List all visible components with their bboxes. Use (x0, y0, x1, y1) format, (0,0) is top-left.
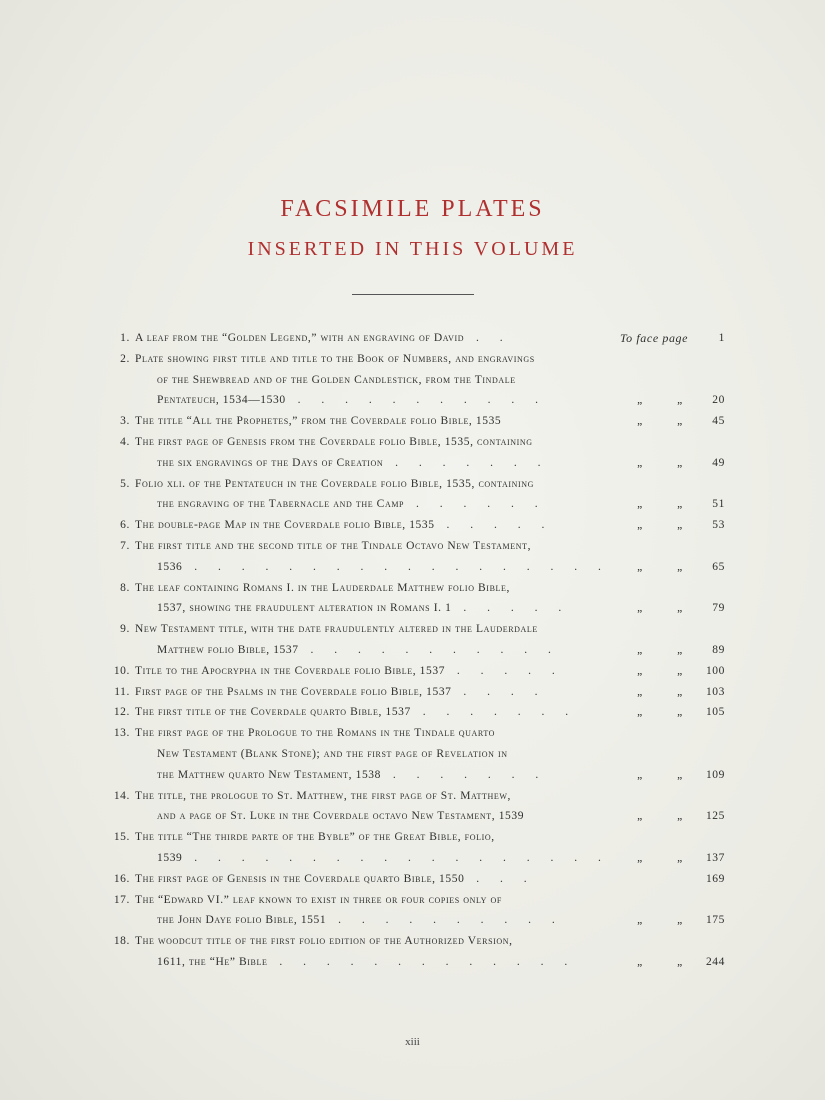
item-text: Plate showing first title and title to the Book of Numbers, and engravings (135, 352, 535, 365)
list-item (100, 786, 725, 807)
item-text: The first page of Genesis in the Coverdale quarto Bible, 1550 . . . (135, 872, 536, 885)
ditto-mark: „ (677, 560, 683, 573)
item-number: 8. (120, 581, 130, 594)
page-ref: 175 (705, 914, 725, 927)
ditto-mark: „ (637, 810, 643, 823)
list-item-continuation (100, 952, 725, 973)
page-ref: 45 (712, 415, 725, 428)
ditto-mark: „ (637, 768, 643, 781)
ditto-mark: „ (677, 810, 683, 823)
item-number: 4. (120, 435, 130, 448)
page-ref: 137 (705, 851, 725, 864)
item-text: Folio xli. of the Pentateuch in the Coverdale folio Bible, 1535, containing (135, 477, 535, 490)
item-number: 11. (114, 685, 130, 698)
item-text: First page of the Psalms in the Coverdale folio Bible, 1537 . . . . (135, 685, 547, 698)
page-ref: 20 (712, 394, 725, 407)
list-item-continuation (100, 910, 725, 931)
item-text: 1537, showing the fraudulent alteration in Romans I. 1 . . . . . (157, 602, 571, 615)
leader-dots: . . . . . (445, 664, 564, 677)
ditto-mark: „ (677, 602, 683, 615)
leader-dots: . . . . . (434, 519, 554, 532)
list-item (100, 869, 725, 890)
item-number: 6. (120, 519, 130, 532)
ditto-mark: „ (637, 415, 643, 428)
page-ref: 49 (712, 456, 725, 469)
item-number: 9. (120, 623, 130, 636)
item-text: Matthew folio Bible, 1537 . . . . . . . . . . . (157, 643, 560, 656)
leader-dots: . . . . . . . . . . . (285, 394, 547, 407)
ditto-mark: „ (637, 602, 643, 615)
page-ref: 100 (705, 664, 725, 677)
to-face-label: To face page (620, 331, 689, 345)
ditto-mark: „ (637, 685, 643, 698)
page-ref: 169 (705, 872, 725, 885)
item-number: 13. (113, 727, 130, 740)
leader-dots: . . . . . . . . . . . . . . . . . . (182, 851, 610, 864)
ditto-mark: „ (677, 851, 683, 864)
ditto-mark: „ (677, 498, 683, 511)
list-item-continuation (100, 598, 725, 619)
item-text: The double-page Map in the Coverdale folio Bible, 1535 . . . . . (135, 519, 554, 532)
ditto-mark: „ (677, 643, 683, 656)
ditto-mark: „ (677, 456, 683, 469)
item-text: A leaf from the “Golden Legend,” with an engraving of David . . (135, 332, 512, 344)
page-ref: 51 (712, 498, 725, 511)
list-item-continuation (100, 390, 725, 411)
list-item (100, 619, 725, 640)
title-divider (352, 294, 474, 295)
item-text: The first title and the second title of the Tindale Octavo New Testament, (135, 539, 532, 552)
item-number: 3. (120, 415, 130, 428)
leader-dots: . . . . . . . . . . . (298, 643, 560, 656)
item-text: New Testament title, with the date fraudulently altered in the Lauderdale (135, 623, 538, 636)
ditto-mark: „ (677, 415, 683, 428)
leader-dots: . . (464, 332, 512, 344)
leader-dots: . . . (464, 872, 536, 885)
ditto-mark: „ (637, 706, 643, 719)
list-item-continuation (100, 806, 725, 827)
list-item (100, 890, 725, 911)
list-item-continuation (100, 453, 725, 474)
plates-list (100, 328, 725, 973)
page-ref: 125 (705, 810, 725, 823)
list-item-continuation (100, 370, 725, 391)
ditto-mark: „ (677, 664, 683, 677)
page-subtitle: INSERTED IN THIS VOLUME (247, 238, 578, 260)
list-item (100, 682, 725, 703)
item-text: Pentateuch, 1534—1530 . . . . . . . . . . . (157, 394, 547, 407)
item-text: The first title of the Coverdale quarto Bible, 1537 . . . . . . . (135, 706, 578, 719)
item-number: 14. (113, 789, 130, 802)
item-number: 7. (120, 539, 130, 552)
item-text: The woodcut title of the first folio edition of the Authorized Version, (135, 935, 513, 948)
ditto-mark: „ (677, 768, 683, 781)
ditto-mark: „ (637, 498, 643, 511)
leader-dots: . . . . . . . . . . (326, 914, 564, 927)
item-number: 16. (113, 872, 130, 885)
list-item-continuation (100, 765, 725, 786)
leader-dots: . . . . . . . (381, 768, 548, 781)
list-item-continuation (100, 494, 725, 515)
page-ref: 103 (705, 685, 725, 698)
item-number: 17. (113, 893, 130, 906)
leader-dots: . . . . . . . . . . . . . (267, 955, 577, 968)
item-text: The title “The thirde parte of the Byble” of the Great Bible, folio, (135, 831, 495, 844)
item-text: the six engravings of the Days of Creation . . . . . . . (157, 456, 550, 469)
list-item (100, 827, 725, 848)
list-item (100, 349, 725, 370)
page-ref: 65 (712, 560, 725, 573)
ditto-mark: „ (637, 394, 643, 407)
item-number: 5. (120, 477, 130, 490)
list-item (100, 536, 725, 557)
item-text: 1539 . . . . . . . . . . . . . . . . . . (157, 851, 610, 864)
page-ref: 53 (712, 519, 725, 532)
list-item (100, 515, 725, 536)
item-number: 15. (113, 831, 130, 844)
ditto-mark: „ (677, 685, 683, 698)
list-item (100, 474, 725, 495)
page-ref: 105 (705, 706, 725, 719)
list-item-continuation (100, 640, 725, 661)
list-item (100, 661, 725, 682)
leader-dots: . . . . . . . (410, 706, 578, 719)
item-text: the John Daye folio Bible, 1551 . . . . . . . . . . (157, 914, 564, 927)
list-item (100, 931, 725, 952)
item-text: The first page of the Prologue to the Romans in the Tindale quarto (135, 727, 496, 740)
ditto-mark: „ (637, 643, 643, 656)
page-ref: 1 (718, 332, 725, 344)
list-item (100, 578, 725, 599)
ditto-mark: „ (637, 851, 643, 864)
item-text: the engraving of the Tabernacle and the Camp . . . . . . (157, 498, 547, 511)
item-text: The title, the prologue to St. Matthew, the first page of St. Matthew, (135, 789, 512, 802)
ditto-mark: „ (677, 706, 683, 719)
item-text: The title “All the Prophetes,” from the Coverdale folio Bible, 1535 (135, 415, 502, 428)
page-number: xiii (405, 1036, 420, 1048)
item-text: 1611, the “He” Bible . . . . . . . . . . . . . (157, 955, 577, 968)
page-title: FACSIMILE PLATES (280, 196, 545, 222)
item-text: The leaf containing Romans I. in the Lauderdale Matthew folio Bible, (135, 581, 510, 594)
list-item-continuation (100, 848, 725, 869)
list-item (100, 702, 725, 723)
item-text: 1536 . . . . . . . . . . . . . . . . . . (157, 560, 610, 573)
item-text: The first page of Genesis from the Coverdale folio Bible, 1535, containing (135, 435, 533, 448)
list-item-continuation (100, 744, 725, 765)
page-ref: 89 (712, 643, 725, 656)
item-number: 12. (113, 706, 130, 719)
ditto-mark: „ (637, 955, 643, 968)
item-text: the Matthew quarto New Testament, 1538 . . . . . . . (157, 768, 548, 781)
ditto-mark: „ (637, 519, 643, 532)
ditto-mark: „ (677, 519, 683, 532)
leader-dots: . . . . . . (404, 498, 547, 511)
list-item (100, 411, 725, 432)
item-number: 1. (120, 332, 130, 344)
ditto-mark: „ (637, 560, 643, 573)
list-item (100, 723, 725, 744)
item-text: and a page of St. Luke in the Coverdale octavo New Testament, 1539 (157, 810, 525, 823)
item-text: Title to the Apocrypha in the Coverdale folio Bible, 1537 . . . . . (135, 664, 564, 677)
leader-dots: . . . . . . . . . . . . . . . . . . (182, 560, 610, 573)
item-text: The “Edward VI.” leaf known to exist in three or four copies only of (135, 893, 502, 906)
list-item (100, 328, 725, 349)
ditto-mark: „ (677, 394, 683, 407)
item-text: New Testament (Blank Stone); and the first page of Revelation in (157, 747, 508, 760)
ditto-mark: „ (677, 955, 683, 968)
item-number: 10. (113, 664, 130, 677)
list-item (100, 432, 725, 453)
page-ref: 109 (705, 768, 725, 781)
item-number: 2. (120, 352, 130, 365)
page-ref: 244 (705, 955, 725, 968)
leader-dots: . . . . . (451, 602, 571, 615)
item-text: of the Shewbread and of the Golden Candlestick, from the Tindale (157, 373, 516, 386)
item-number: 18. (113, 935, 130, 948)
leader-dots: . . . . (451, 685, 547, 698)
ditto-mark: „ (637, 914, 643, 927)
ditto-mark: „ (677, 914, 683, 927)
page-ref: 79 (712, 602, 725, 615)
leader-dots: . . . . . . . (383, 456, 550, 469)
ditto-mark: „ (637, 456, 643, 469)
ditto-mark: „ (637, 664, 643, 677)
list-item-continuation (100, 557, 725, 578)
